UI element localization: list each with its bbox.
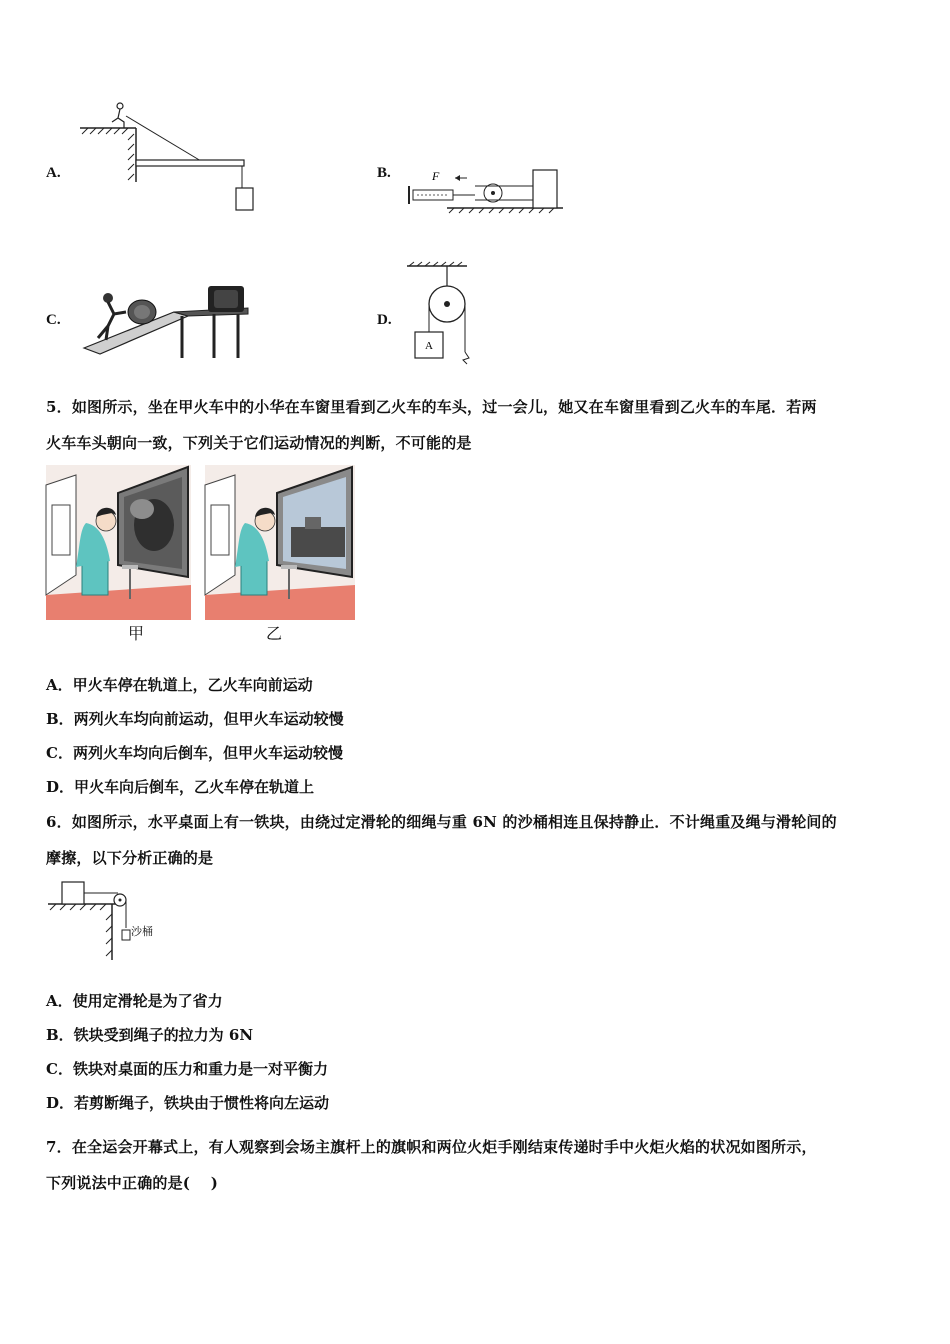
q5-stem-line2: 火车车头朝向一致，下列关于它们运动情况的判断，不可能的是 — [46, 434, 472, 452]
bucket-label: 沙桶 — [131, 925, 153, 938]
q6-option-c: C．铁块对桌面的压力和重力是一对平衡力 — [46, 1060, 328, 1078]
q7-stem-line1: 7．在全运会开幕式上，有人观察到会场主旗杆上的旗帜和两位火炬手刚结束传递时手中火炬火焰的状况如图所示， — [46, 1138, 817, 1156]
figure-train-window-right — [205, 465, 355, 620]
q5-option-d: D．甲火车向后倒车，乙火车停在轨道上 — [46, 778, 315, 796]
q5-stem-line1: 5．如图所示，坐在甲火车中的小华在车窗里看到乙火车的车头，过一会儿，她又在车窗里看到乙火车的车尾．若两 — [46, 398, 817, 416]
q6-stem-line2: 摩擦，以下分析正确的是 — [46, 849, 214, 867]
q5-option-a: A．甲火车停在轨道上，乙火车向前运动 — [46, 676, 313, 694]
option-b-label: B. — [377, 165, 391, 181]
option-c-label: C. — [46, 312, 61, 328]
q5-option-c: C．两列火车均向后倒车，但甲火车运动较慢 — [46, 744, 343, 762]
figure-table-pulley-bucket — [46, 878, 166, 963]
q6-option-d: D．若剪断绳子，铁块由于惯性将向左运动 — [46, 1094, 330, 1112]
q6-option-b: B．铁块受到绳子的拉力为 6N — [46, 1026, 254, 1044]
figure-train-window-left — [46, 465, 191, 620]
figure-spring-scale-pulley — [405, 160, 565, 215]
figure-lever-wall — [78, 100, 268, 220]
caption-jia: 甲 — [128, 624, 145, 643]
q5-option-b: B．两列火车均向前运动，但甲火车运动较慢 — [46, 710, 344, 728]
q6-stem-line1: 6．如图所示，水平桌面上有一铁块，由绕过定滑轮的细绳与重 6N 的沙桶相连且保持静止．不计绳重及绳与滑轮间的 — [46, 813, 837, 831]
option-a-label: A. — [46, 165, 61, 181]
force-label: F — [432, 169, 440, 183]
box-label: A — [425, 340, 433, 352]
figure-fixed-pulley — [405, 262, 485, 367]
q7-stem-line2: 下列说法中正确的是( ) — [46, 1174, 219, 1192]
figure-inclined-plane — [78, 282, 253, 362]
option-d-label: D. — [377, 312, 392, 328]
q6-option-a: A．使用定滑轮是为了省力 — [46, 992, 223, 1010]
caption-yi: 乙 — [266, 624, 283, 643]
